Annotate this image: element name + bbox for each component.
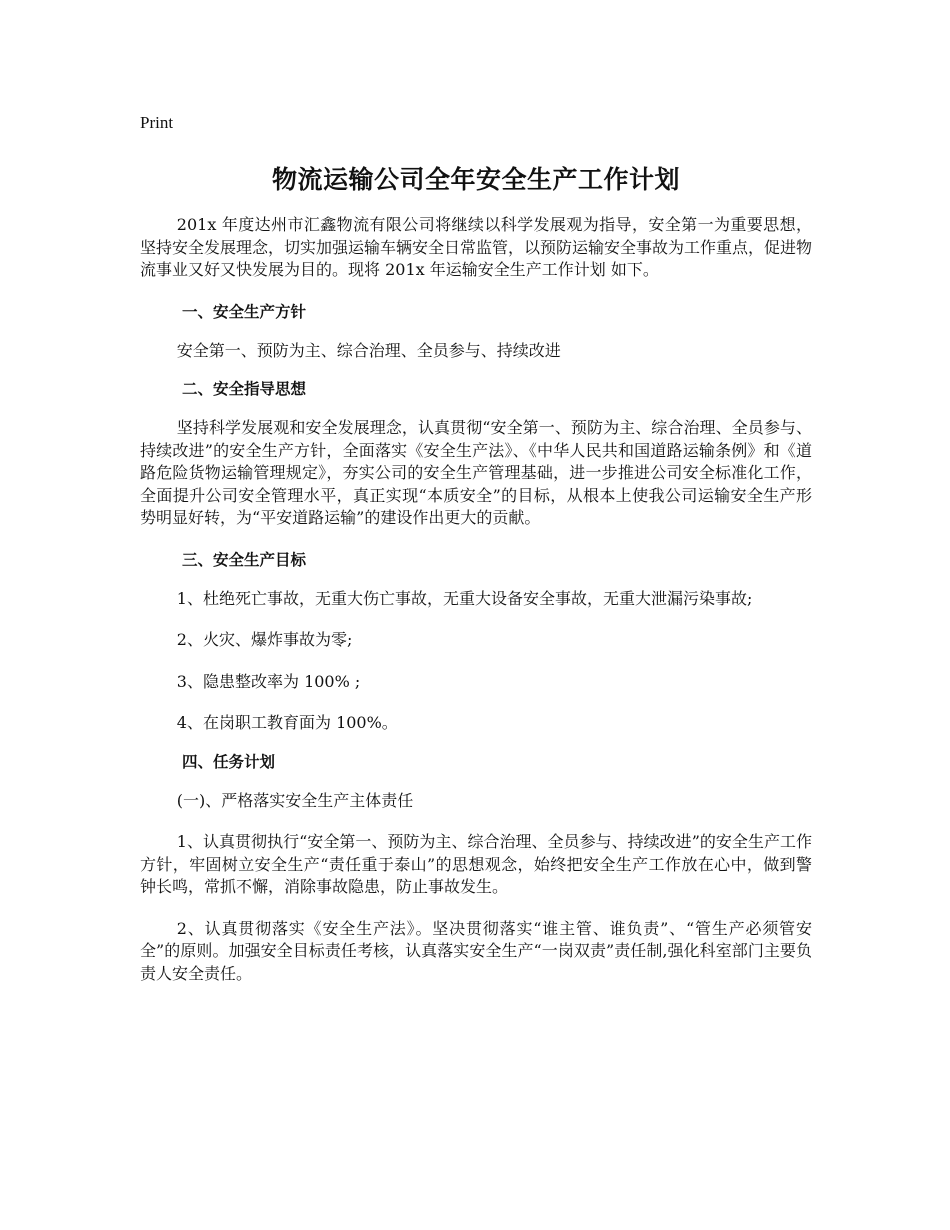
task-item-2: 2、认真贯彻落实《安全生产法》。坚决贯彻落实“谁主管、谁负责”、“管生产必须管安全”的原则。加强安全目标责任考核，认真落实安全生产“一岗双责”责任制,强化科室部门主要负责人安全责任。 [140, 918, 812, 983]
guiding-thought-paragraph: 坚持科学发展观和安全发展理念，认真贯彻“安全第一、预防为主、综合治理、全员参与、持续改进”的安全生产方针，全面落实《安全生产法》、《中华人民共和国道路运输条例》和《道路危险货物运输管理规定》，夯实公司的安全生产管理基础，进一步推进公司安全标准化工作，全面提升公司安全管理水平，真正实现“本质安全”的目标，从根本上使我公司运输安全生产形势明显好转，为“平安道路运输”的建设作出更大的贡献。 [140, 418, 812, 527]
policy-paragraph: 安全第一、预防为主、综合治理、全员参与、持续改进 [176, 340, 561, 360]
task-item-1: 1、认真贯彻执行“安全第一、预防为主、综合治理、全员参与、持续改进”的安全生产工作方针，牢固树立安全生产“责任重于泰山”的思想观念，始终把安全生产工作放在心中，做到警钟长鸣，常抓不懈，消除事故隐患，防止事故发生。 [140, 832, 812, 896]
document-title: 物流运输公司全年安全生产工作计划 [271, 165, 680, 194]
goal-item-4: 4、在岗职工教育面为 100%。 [176, 713, 398, 732]
goal-item-2: 2、火灾、爆炸事故为零; [176, 630, 353, 649]
section-heading-goals: 三、安全生产目标 [182, 550, 307, 569]
intro-paragraph: 201x 年度达州市汇鑫物流有限公司将继续以科学发展观为指导，安全第一为重要思想，坚持安全发展理念，切实加强运输车辆安全日常监管，以预防运输安全事故为工作重点，促进物流事业又好又快发展为目的。现将 201x 年运输安全生产工作计划 如下。 [140, 215, 813, 279]
print-label: Print [140, 113, 174, 132]
document-page [140, 112, 812, 1004]
task-subheading-1: (一)、严格落实安全生产主体责任 [176, 790, 414, 810]
section-heading-policy: 一、安全生产方针 [182, 302, 307, 321]
goal-item-3: 3、隐患整改率为 100% ; [176, 671, 361, 691]
section-heading-task-plan: 四、任务计划 [182, 752, 276, 771]
goal-item-1: 1、杜绝死亡事故，无重大伤亡事故，无重大设备安全事故，无重大泄漏污染事故; [176, 588, 753, 608]
section-heading-guiding-thought: 二、安全指导思想 [182, 380, 307, 398]
